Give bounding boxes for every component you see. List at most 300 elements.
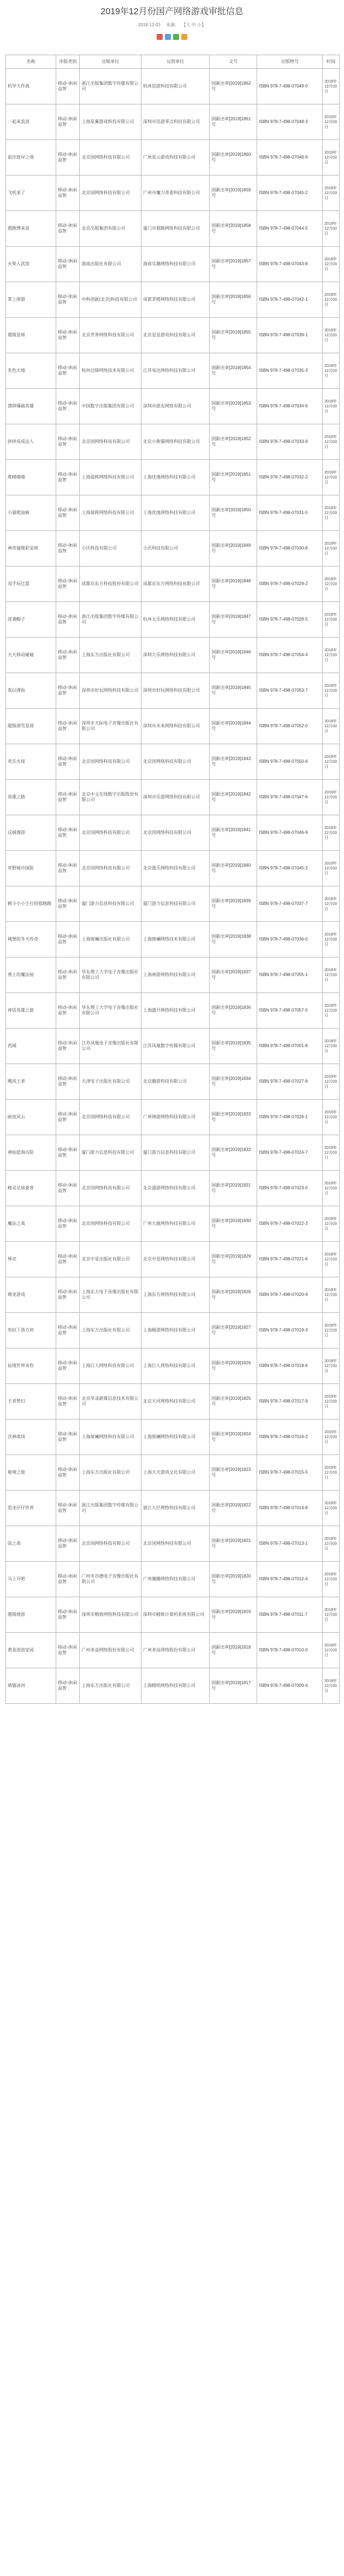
category-cell: 移动-休闲益智 xyxy=(56,886,80,922)
category-cell: 移动-休闲益智 xyxy=(56,1242,80,1277)
date-cell: 2019年12月03日 xyxy=(323,1384,340,1420)
approval-number-cell: 国新出审[2019]1847号 xyxy=(210,602,257,638)
publisher-cell: 深圳市精致网络科技有限公司 xyxy=(80,1597,141,1633)
game-name-cell: 双手玩红蓝 xyxy=(6,566,56,602)
table-row xyxy=(6,1029,340,1064)
category-cell: 移动-休闲益智 xyxy=(56,460,80,495)
approval-number-cell: 国新出审[2019]1857号 xyxy=(210,247,257,282)
approval-number-cell: 国新出审[2019]1841号 xyxy=(210,815,257,851)
approval-number-cell: 国新出审[2019]1828号 xyxy=(210,1277,257,1313)
approval-number-cell: 国新出审[2019]1844号 xyxy=(210,709,257,744)
table-row xyxy=(6,211,340,247)
table-row xyxy=(6,1597,340,1633)
category-cell: 移动-休闲益智 xyxy=(56,957,80,993)
game-name-cell: 魔法之战 xyxy=(6,1206,56,1242)
header-operator: 运营单位 xyxy=(141,55,209,69)
approval-number-cell: 国新出审[2019]1827号 xyxy=(210,1313,257,1348)
publisher-cell: 浙江出版集团数字传媒有限公司 xyxy=(80,602,141,638)
publisher-cell: 北京国网络科技有限公司 xyxy=(80,815,141,851)
approval-number-cell: 国新出审[2019]1835号 xyxy=(210,1029,257,1064)
date-cell: 2019年12月03日 xyxy=(323,1242,340,1277)
date-cell: 2019年12月03日 xyxy=(323,531,340,566)
isbn-cell: ISBN 978-7-498-07057-5 xyxy=(257,993,323,1029)
qzone-share-icon[interactable] xyxy=(181,34,187,40)
operator-cell: 杭州无乐网络科技有限公司 xyxy=(141,602,209,638)
article-meta xyxy=(0,22,344,28)
table-row xyxy=(6,353,340,389)
publisher-cell: 深圳市天际电子音像出版社有限公司 xyxy=(80,709,141,744)
weibo-share-icon[interactable] xyxy=(157,34,163,40)
category-cell: 移动-休闲益智 xyxy=(56,176,80,211)
table-row xyxy=(6,602,340,638)
game-name-cell: 林克 xyxy=(6,1242,56,1277)
isbn-cell: ISBN 978-7-498-07054-4 xyxy=(257,638,323,673)
game-name-cell: 勇士的魔法屋 xyxy=(6,957,56,993)
table-row xyxy=(6,744,340,780)
publisher-cell: 北京国网络科技有限公司 xyxy=(80,140,141,176)
game-name-cell: 萌宠游戏 xyxy=(6,1277,56,1313)
approval-number-cell: 国新出审[2019]1852号 xyxy=(210,424,257,460)
date-cell: 2019年12月03日 xyxy=(323,1526,340,1562)
table-row xyxy=(6,282,340,318)
category-cell: 移动-休闲益智 xyxy=(56,1633,80,1668)
date-cell: 2019年12月03日 xyxy=(323,495,340,531)
approval-number-cell: 国新出审[2019]1842号 xyxy=(210,780,257,815)
game-name-cell: 黄金泡泡家园 xyxy=(6,1633,56,1668)
date-cell: 2019年12月03日 xyxy=(323,993,340,1029)
isbn-cell: ISBN 978-7-498-07023-0 xyxy=(257,1171,323,1206)
operator-cell: 厦门市超跑网络科技有限公司 xyxy=(141,211,209,247)
publisher-cell: 中科创新(北京)科技有限公司 xyxy=(80,282,141,318)
operator-cell: 上海斑斓网络技术有限公司 xyxy=(141,922,209,957)
date-cell: 2019年12月03日 xyxy=(323,460,340,495)
date-cell: 2019年12月03日 xyxy=(323,1206,340,1242)
operator-cell: 上海斑斓网络科技有限公司 xyxy=(141,1420,209,1455)
isbn-cell: ISBN 978-7-498-07039-1 xyxy=(257,318,323,353)
approval-number-cell: 国新出审[2019]1839号 xyxy=(210,886,257,922)
approval-table xyxy=(5,55,340,1704)
operator-cell: 上海天天游戏文化有限公司 xyxy=(141,1455,209,1491)
date-cell: 2019年12月03日 xyxy=(323,282,340,318)
isbn-cell: ISBN 978-7-498-07026-1 xyxy=(257,1100,323,1135)
table-row xyxy=(6,318,340,353)
approval-number-cell: 国新出审[2019]1855号 xyxy=(210,318,257,353)
operator-cell: 北京涨乐网络科技有限公司 xyxy=(141,851,209,886)
game-name-cell: 西域 xyxy=(6,1029,56,1064)
approval-table-container xyxy=(5,55,340,1704)
table-row xyxy=(6,424,340,460)
operator-cell: 深圳市未来网络科技有限公司 xyxy=(141,709,209,744)
publisher-cell: 上海斑斓出版社有限公司 xyxy=(80,922,141,957)
publisher-cell: 上海东方电子音像出版社有限公司 xyxy=(80,1277,141,1313)
game-name-cell: 爬楼喵喵 xyxy=(6,460,56,495)
table-row xyxy=(6,1100,340,1135)
approval-number-cell: 国新出审[2019]1859号 xyxy=(210,176,257,211)
game-name-cell: 恐龙仔仔世界 xyxy=(6,1491,56,1526)
publish-date: 2019-12-03 xyxy=(138,22,161,27)
table-row xyxy=(6,709,340,744)
share-bar xyxy=(0,32,344,43)
operator-cell: 上海优逸网络科技有限公司 xyxy=(141,460,209,495)
table-row xyxy=(6,104,340,140)
category-cell: 移动-休闲益智 xyxy=(56,1206,80,1242)
isbn-cell: ISBN 978-7-498-07011-7 xyxy=(257,1597,323,1633)
approval-number-cell: 国新出审[2019]1834号 xyxy=(210,1064,257,1100)
game-name-cell: 飞机来了 xyxy=(6,176,56,211)
approval-number-cell: 国新出审[2019]1833号 xyxy=(210,1100,257,1135)
date-cell: 2019年12月03日 xyxy=(323,424,340,460)
category-cell: 移动-休闲益智 xyxy=(56,1526,80,1562)
operator-cell: 深圳市好玩网络科技有限公司 xyxy=(141,673,209,709)
category-cell: 移动-休闲益智 xyxy=(56,531,80,566)
publisher-cell: 江苏凤凰电子音像出版社有限公司 xyxy=(80,1029,141,1064)
operator-cell: 上海东方网络科技有限公司 xyxy=(141,1277,209,1313)
operator-cell: 杭州思游科技有限公司 xyxy=(141,69,209,104)
game-name-cell: 超级滑雪星球 xyxy=(6,709,56,744)
operator-cell: 北京国网络科技有限公司 xyxy=(141,1526,209,1562)
isbn-cell: ISBN 978-7-498-07021-6 xyxy=(257,1242,323,1277)
category-cell: 移动-休闲益智 xyxy=(56,104,80,140)
game-name-cell: 王者梦幻 xyxy=(6,1384,56,1420)
publisher-cell: 北京国网络科技有限公司 xyxy=(80,1171,141,1206)
game-name-cell: 飓风王者 xyxy=(6,1064,56,1100)
publisher-cell: 深圳市好玩网络科技有限公司 xyxy=(80,673,141,709)
category-cell: 移动-休闲益智 xyxy=(56,1562,80,1597)
game-name-cell: 一起来流浪 xyxy=(6,104,56,140)
table-row xyxy=(6,957,340,993)
category-cell: 移动-休闲益智 xyxy=(56,1420,80,1455)
date-cell: 2019年12月03日 xyxy=(323,1348,340,1384)
game-name-cell: 欢野城市探险 xyxy=(6,851,56,886)
publisher-cell: 北京出版集团有限公司 xyxy=(80,211,141,247)
operator-cell: 上海巨人网络科技有限公司 xyxy=(141,1348,209,1384)
table-row xyxy=(6,1562,340,1597)
game-name-cell: 知识下落方块 xyxy=(6,1313,56,1348)
publisher-cell: 上海东方出版社有限公司 xyxy=(80,1313,141,1348)
publisher-cell: 上海巨人网络科技有限公司 xyxy=(80,1348,141,1384)
category-cell: 移动-休闲益智 xyxy=(56,140,80,176)
isbn-cell: ISBN 978-7-498-07046-9 xyxy=(257,140,323,176)
date-cell: 2019年12月03日 xyxy=(323,851,340,886)
isbn-cell: ISBN 978-7-498-07018-6 xyxy=(257,1348,323,1384)
table-row xyxy=(6,495,340,531)
game-name-cell: 逆袭帽子 xyxy=(6,602,56,638)
operator-cell: 深圳市精致计算机系统有限公司 xyxy=(141,1597,209,1633)
table-row xyxy=(6,566,340,602)
isbn-cell: ISBN 978-7-498-07046-9 xyxy=(257,815,323,851)
operator-cell: 小沃科技有限公司 xyxy=(141,531,209,566)
approval-number-cell: 国新出审[2019]1858号 xyxy=(210,211,257,247)
isbn-cell: ISBN 978-7-498-07014-8 xyxy=(257,1491,323,1526)
table-row xyxy=(6,176,340,211)
category-cell: 移动-休闲益智 xyxy=(56,1171,80,1206)
approval-number-cell: 国新出审[2019]1832号 xyxy=(210,1135,257,1171)
isbn-cell: ISBN 978-7-498-07022-3 xyxy=(257,1206,323,1242)
game-name-cell: 精灵足球豪客 xyxy=(6,1171,56,1206)
approval-number-cell: 国新出审[2019]1818号 xyxy=(210,1633,257,1668)
table-row xyxy=(6,1455,340,1491)
operator-cell: 深圳大乐网络科技有限公司 xyxy=(141,638,209,673)
publisher-cell: 上海东方出版社有限公司 xyxy=(80,1668,141,1704)
operator-cell: 深圳市游友网络有限公司 xyxy=(141,389,209,424)
approval-number-cell: 国新出审[2019]1821号 xyxy=(210,1526,257,1562)
publisher-cell: 浙江出版集团数字传媒有限公司 xyxy=(80,69,141,104)
operator-cell: 深圳市迅游零点科技有限公司 xyxy=(141,104,209,140)
date-cell: 2019年12月03日 xyxy=(323,1100,340,1135)
game-name-cell: 剩斗小小王打招那跑跑 xyxy=(6,886,56,922)
table-row xyxy=(6,460,340,495)
isbn-cell: ISBN 978-7-498-07027-8 xyxy=(257,1064,323,1100)
isbn-cell: ISBN 978-7-498-07055-1 xyxy=(257,957,323,993)
table-row xyxy=(6,1348,340,1384)
isbn-cell: ISBN 978-7-498-07047-6 xyxy=(257,780,323,815)
date-cell: 2019年12月03日 xyxy=(323,318,340,353)
source-label: 来源: xyxy=(166,22,176,27)
approval-number-cell: 国新出审[2019]1829号 xyxy=(210,1242,257,1277)
category-cell: 移动-休闲益智 xyxy=(56,1668,80,1704)
operator-cell: 北京中星网络科技有限公司 xyxy=(141,1242,209,1277)
operator-cell: 广州大鹿网络科技有限公司 xyxy=(141,1206,209,1242)
approval-number-cell: 国新出审[2019]1848号 xyxy=(210,566,257,602)
operator-cell: 北京盛游网络科技有限公司 xyxy=(141,1171,209,1206)
publisher-cell: 上海东方出版社有限公司 xyxy=(80,638,141,673)
category-cell: 移动-休闲益智 xyxy=(56,389,80,424)
game-name-cell: 机甲大作战 xyxy=(6,69,56,104)
operator-cell: 浙江大仔网络科技有限公司 xyxy=(141,1491,209,1526)
approval-number-cell: 国新出审[2019]1843号 xyxy=(210,744,257,780)
publisher-cell: 上海东方出版社有限公司 xyxy=(80,1455,141,1491)
publisher-cell: 北京国网络科技有限公司 xyxy=(80,1206,141,1242)
approval-number-cell: 国新出审[2019]1850号 xyxy=(210,495,257,531)
table-row xyxy=(6,531,340,566)
game-name-cell: 超级星球 xyxy=(6,318,56,353)
operator-cell: 厦门游力信息科技有限公司 xyxy=(141,886,209,922)
approval-number-cell: 国新出审[2019]1853号 xyxy=(210,389,257,424)
approval-number-cell: 国新出审[2019]1840号 xyxy=(210,851,257,886)
table-row xyxy=(6,815,340,851)
game-name-cell: 马上开吧 xyxy=(6,1562,56,1597)
table-row xyxy=(6,1313,340,1348)
publisher-cell: 成都京东方科技股份有限公司 xyxy=(80,566,141,602)
page-title: 2019年12月份国产网络游戏审批信息 xyxy=(100,7,244,16)
operator-cell: 北京国网络科技有限公司 xyxy=(141,815,209,851)
game-name-cell: 暗夜风云 xyxy=(6,1100,56,1135)
date-cell: 2019年12月03日 xyxy=(323,1171,340,1206)
isbn-cell: ISBN 978-7-498-07013-1 xyxy=(257,1526,323,1562)
category-cell: 移动-休闲益智 xyxy=(56,744,80,780)
approval-number-cell: 国新出审[2019]1837号 xyxy=(210,957,257,993)
publisher-cell: 广州多益网络股份有限公司 xyxy=(80,1633,141,1668)
isbn-cell: ISBN 978-7-498-07036-0 xyxy=(257,922,323,957)
game-name-cell: 朱色天地 xyxy=(6,353,56,389)
header-date: 时间 xyxy=(323,55,340,69)
approval-number-cell: 国新出审[2019]1846号 xyxy=(210,638,257,673)
game-name-cell: 神仙蓝海历险 xyxy=(6,1135,56,1171)
publisher-cell: 北京国网络科技有限公司 xyxy=(80,851,141,886)
approval-number-cell: 国新出审[2019]1862号 xyxy=(210,69,257,104)
operator-cell: 江苏凤凰数字传媒有限公司 xyxy=(141,1029,209,1064)
table-row xyxy=(6,140,340,176)
approval-number-cell: 国新出审[2019]1823号 xyxy=(210,1455,257,1491)
approval-number-cell: 国新出审[2019]1849号 xyxy=(210,531,257,566)
table-row xyxy=(6,1064,340,1100)
operator-cell: 广州多益网络股份有限公司 xyxy=(141,1633,209,1668)
publisher-cell: 北京中文在线数字出版股份有限公司 xyxy=(80,780,141,815)
approval-number-cell: 国新出审[2019]1826号 xyxy=(210,1348,257,1384)
publisher-cell: 华东理工大学电子音像出版社有限公司 xyxy=(80,993,141,1029)
approval-number-cell: 国新出审[2019]1822号 xyxy=(210,1491,257,1526)
category-cell: 移动-休闲益智 xyxy=(56,993,80,1029)
game-name-cell: 神奇猫爬彩星球 xyxy=(6,531,56,566)
table-row xyxy=(6,1135,340,1171)
header-name: 名称 xyxy=(6,55,56,69)
date-cell: 2019年12月03日 xyxy=(323,1313,340,1348)
isbn-cell: ISBN 978-7-498-07019-3 xyxy=(257,1313,323,1348)
table-row xyxy=(6,851,340,886)
date-cell: 2019年12月03日 xyxy=(323,247,340,282)
operator-cell: 广州市魔力奇游科技有限公司 xyxy=(141,176,209,211)
table-row xyxy=(6,1491,340,1526)
approval-number-cell: 国新出审[2019]1845号 xyxy=(210,673,257,709)
publisher-cell: 北京国网络科技有限公司 xyxy=(80,1526,141,1562)
isbn-cell: ISBN 978-7-498-07048-3 xyxy=(257,104,323,140)
wechat-share-icon[interactable] xyxy=(173,34,179,40)
date-cell: 2019年12月03日 xyxy=(323,1064,340,1100)
category-cell: 移动-休闲益智 xyxy=(56,1277,80,1313)
isbn-cell: ISBN 978-7-498-07015-5 xyxy=(257,1455,323,1491)
category-cell: 移动-休闲益智 xyxy=(56,211,80,247)
game-name-cell: 这城漫游 xyxy=(6,815,56,851)
category-cell: 移动-休闲益智 xyxy=(56,247,80,282)
date-cell: 2019年12月03日 xyxy=(323,211,340,247)
publisher-cell: 浙江出版集团数字传媒有限公司 xyxy=(80,1491,141,1526)
isbn-cell: ISBN 978-7-498-07042-1 xyxy=(257,282,323,318)
isbn-cell: ISBN 978-7-498-07044-5 xyxy=(257,211,323,247)
date-cell: 2019年12月03日 xyxy=(323,353,340,389)
qq-share-icon[interactable] xyxy=(165,34,171,40)
isbn-cell: ISBN 978-7-498-07052-0 xyxy=(257,709,323,744)
category-cell: 移动-休闲益智 xyxy=(56,1135,80,1171)
approval-number-cell: 国新出审[2019]1860号 xyxy=(210,140,257,176)
date-cell: 2019年12月03日 xyxy=(323,922,340,957)
operator-cell: 海南实趣网络科技有限公司 xyxy=(141,247,209,282)
category-cell: 移动-休闲益智 xyxy=(56,1348,80,1384)
date-cell: 2019年12月03日 xyxy=(323,1135,340,1171)
date-cell: 2019年12月03日 xyxy=(323,140,340,176)
isbn-cell: ISBN 978-7-498-07035-3 xyxy=(257,353,323,389)
approval-number-cell: 国新出审[2019]1856号 xyxy=(210,282,257,318)
publisher-cell: 北京国网络科技有限公司 xyxy=(80,176,141,211)
operator-cell: 北京国网络科技有限公司 xyxy=(141,744,209,780)
publisher-cell: 上海晨晖网络科技有限公司 xyxy=(80,460,141,495)
table-row xyxy=(6,1206,340,1242)
publisher-cell: 北京世界网络科技有限公司 xyxy=(80,318,141,353)
isbn-cell: ISBN 978-7-498-07001-8 xyxy=(257,1029,323,1064)
isbn-cell: ISBN 978-7-498-07024-7 xyxy=(257,1135,323,1171)
date-cell: 2019年12月03日 xyxy=(323,1455,340,1491)
publisher-cell: 北京华录新媒信息技术有限公司 xyxy=(80,1384,141,1420)
category-cell: 移动-休闲益智 xyxy=(56,815,80,851)
category-cell: 移动-休闲益智 xyxy=(56,424,80,460)
game-name-cell: 英雄之路 xyxy=(6,780,56,815)
date-cell: 2019年12月03日 xyxy=(323,638,340,673)
operator-cell: 上海神游网络科技有限公司 xyxy=(141,957,209,993)
date-cell: 2019年12月03日 xyxy=(323,957,340,993)
approval-number-cell: 国新出审[2019]1838号 xyxy=(210,922,257,957)
operator-cell: 广州星云游戏科技有限公司 xyxy=(141,140,209,176)
category-cell: 移动-休闲益智 xyxy=(56,1597,80,1633)
operator-cell: 广州潮趣网络科技有限公司 xyxy=(141,1562,209,1597)
category-cell: 移动-休闲益智 xyxy=(56,566,80,602)
category-cell: 移动-休闲益智 xyxy=(56,282,80,318)
operator-cell: 广州锦游网络科技有限公司 xyxy=(141,1100,209,1135)
publisher-cell: 中国数字出版集团有限公司 xyxy=(80,389,141,424)
isbn-cell: ISBN 978-7-498-07031-5 xyxy=(257,495,323,531)
game-name-cell: 漂移爆破英雄 xyxy=(6,389,56,424)
isbn-cell: ISBN 978-7-498-07034-6 xyxy=(257,389,323,424)
category-cell: 移动-休闲益智 xyxy=(56,851,80,886)
operator-cell: 北京趣游科技有限公司 xyxy=(141,1064,209,1100)
publisher-cell: 厦门游力信息科技有限公司 xyxy=(80,1135,141,1171)
publisher-cell: 小沃科技有限公司 xyxy=(80,531,141,566)
operator-cell: 成都京东方网络科技有限公司 xyxy=(141,566,209,602)
isbn-cell: ISBN 978-7-498-07020-9 xyxy=(257,1277,323,1313)
date-cell: 2019年12月03日 xyxy=(323,1420,340,1455)
category-cell: 移动-休闲益智 xyxy=(56,495,80,531)
game-name-cell: 仙境世界求你 xyxy=(6,1348,56,1384)
date-cell: 2019年12月03日 xyxy=(323,1668,340,1704)
date-cell: 2019年12月03日 xyxy=(323,602,340,638)
isbn-cell: ISBN 978-7-498-07037-7 xyxy=(257,886,323,922)
isbn-cell: ISBN 978-7-498-07049-0 xyxy=(257,69,323,104)
date-cell: 2019年12月03日 xyxy=(323,1597,340,1633)
date-cell: 2019年12月03日 xyxy=(323,780,340,815)
game-name-cell: 掌上围猎 xyxy=(6,282,56,318)
operator-cell: 厦门游力信息科技有限公司 xyxy=(141,1135,209,1171)
font-size-switch[interactable]: 【大 中 小】 xyxy=(181,22,206,27)
category-cell: 移动-休闲益智 xyxy=(56,353,80,389)
date-cell: 2019年12月03日 xyxy=(323,389,340,424)
operator-cell: 北京小熊猫网络科技有限公司 xyxy=(141,424,209,460)
category-cell: 移动-休闲益智 xyxy=(56,709,80,744)
category-cell: 移动-休闲益智 xyxy=(56,1384,80,1420)
category-cell: 移动-休闲益智 xyxy=(56,1455,80,1491)
game-name-cell: 城堡的冬天传奇 xyxy=(6,922,56,957)
isbn-cell: ISBN 978-7-498-07032-2 xyxy=(257,460,323,495)
isbn-cell: ISBN 978-7-498-07017-9 xyxy=(257,1384,323,1420)
operator-cell: 上海优逸网络科技有限公司 xyxy=(141,495,209,531)
game-name-cell: 萌猫冰河 xyxy=(6,1668,56,1704)
approval-number-cell: 国新出审[2019]1851号 xyxy=(210,460,257,495)
category-cell: 移动-休闲益智 xyxy=(56,1064,80,1100)
publisher-cell: 海南出版社有限公司 xyxy=(80,247,141,282)
date-cell: 2019年12月03日 xyxy=(323,69,340,104)
game-name-cell: 火柴人武馆 xyxy=(6,247,56,282)
publisher-cell: 广州市谷德电子音像出版社有限公司 xyxy=(80,1562,141,1597)
operator-cell: 上海盛开网络科技有限公司 xyxy=(141,993,209,1029)
category-cell: 移动-休闲益智 xyxy=(56,1491,80,1526)
operator-cell: 江苏易达网络科技有限公司 xyxy=(141,353,209,389)
game-name-cell: 次神战场 xyxy=(6,1420,56,1455)
category-cell: 移动-休闲益智 xyxy=(56,69,80,104)
table-row xyxy=(6,993,340,1029)
publisher-cell: 上海星翼游戏科技有限公司 xyxy=(80,104,141,140)
approval-number-cell: 国新出审[2019]1861号 xyxy=(210,104,257,140)
approval-number-cell: 国新出审[2019]1817号 xyxy=(210,1668,257,1704)
publisher-cell: 北京国网络科技有限公司 xyxy=(80,744,141,780)
table-row xyxy=(6,673,340,709)
publisher-cell: 杭州边锋网络技术有限公司 xyxy=(80,353,141,389)
